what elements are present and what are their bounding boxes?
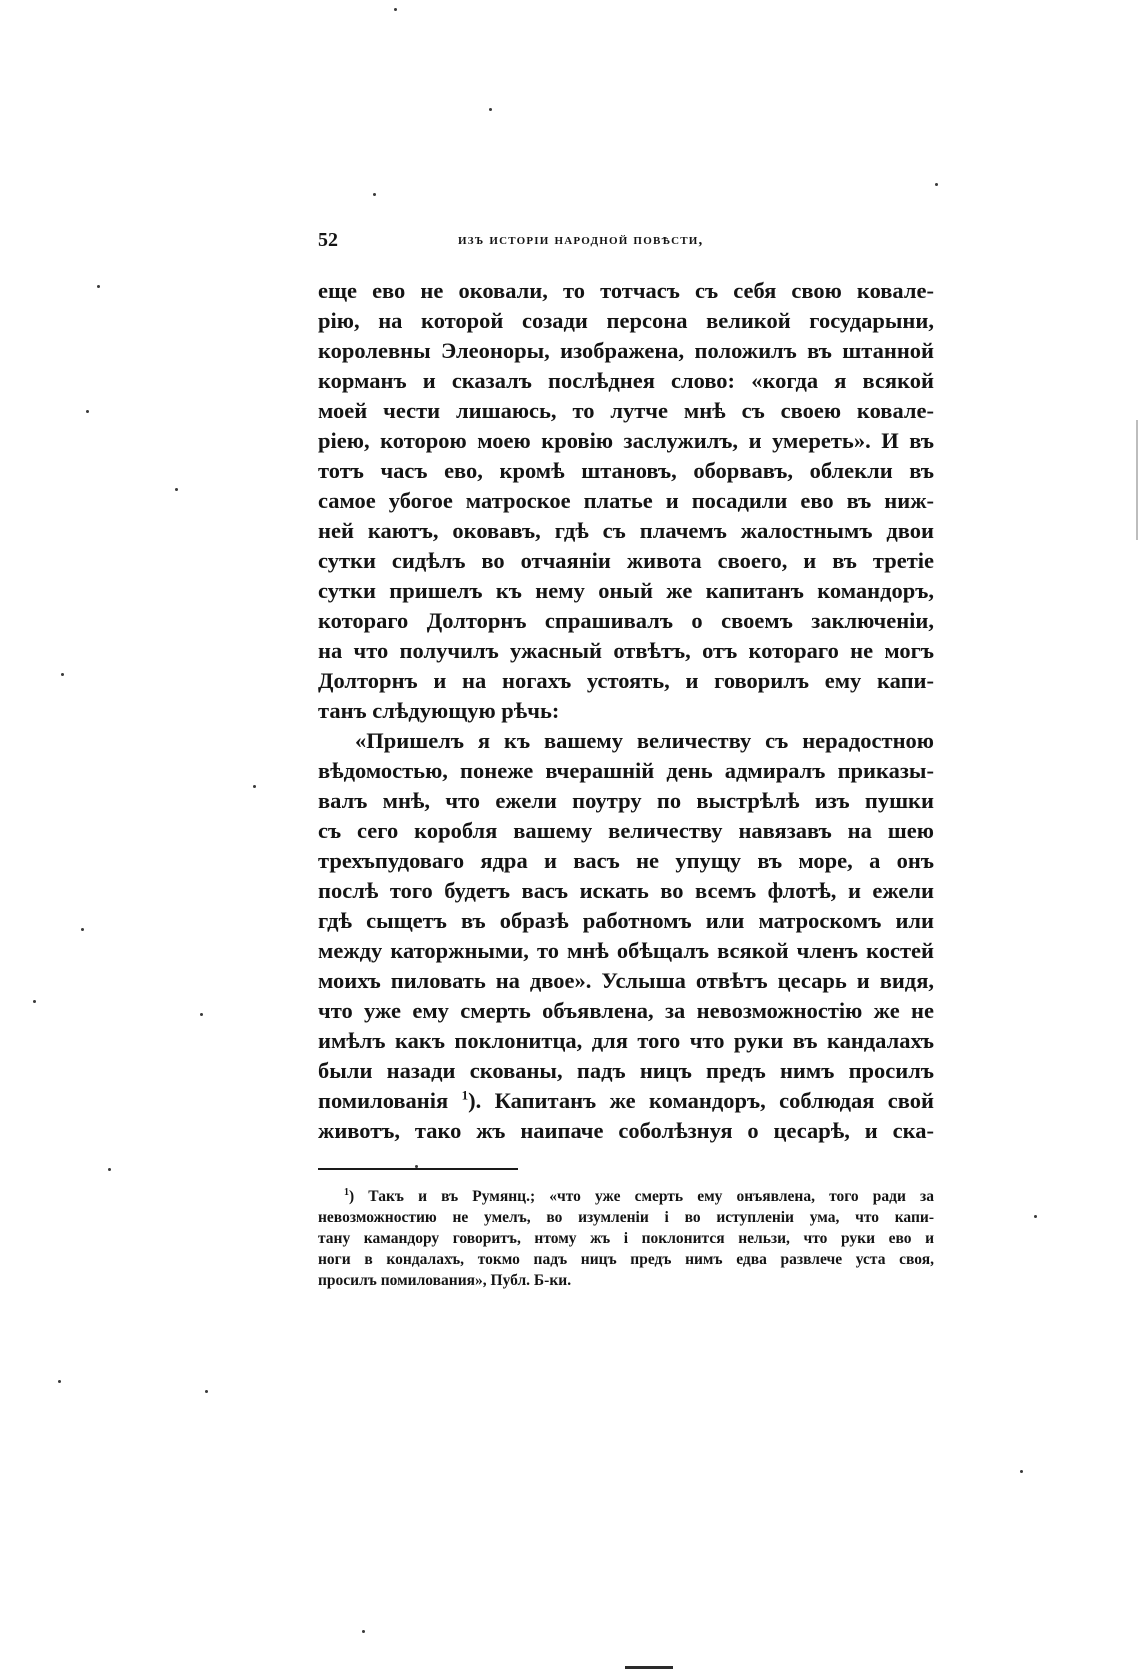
scan-speck bbox=[489, 108, 492, 111]
scan-speck bbox=[935, 183, 938, 186]
footnote-reference: 1 bbox=[461, 1087, 469, 1103]
scan-speck bbox=[415, 1165, 418, 1168]
text-line: валъ мнѣ, что ежели поутру по выстрѣлѣ изъ пушки bbox=[318, 788, 934, 813]
scan-speck bbox=[58, 1380, 61, 1383]
main-text bbox=[318, 276, 934, 1146]
scan-speck bbox=[1020, 1470, 1023, 1473]
text-line: были назади скованы, падъ ницъ предъ нимъ просилъ bbox=[318, 1058, 934, 1083]
text-line-with-footnote-ref bbox=[318, 1086, 934, 1116]
text-line: Долторнъ и на ногахъ устоять, и говорилъ ему капи- bbox=[318, 668, 934, 693]
text-line: гдѣ сыщетъ въ образѣ работномъ или матроскомъ или bbox=[318, 908, 934, 933]
scan-speck bbox=[175, 488, 178, 491]
footnote-text: ) Такъ и въ Румянц.; «что уже смерть ему онъявлена, того ради за bbox=[349, 1188, 934, 1205]
text-line: на что получилъ ужасный отвѣтъ, отъ котораго не могъ bbox=[318, 638, 934, 663]
text-line: животъ, тако жъ наипаче соболѣзнуя о цесарѣ, и ска- bbox=[318, 1118, 934, 1143]
scan-speck bbox=[61, 673, 64, 676]
scan-speck bbox=[200, 1013, 203, 1016]
scan-speck bbox=[205, 1390, 208, 1393]
text-line: моихъ пиловать на двое». Услыша отвѣтъ цесарь и видя, bbox=[318, 968, 934, 993]
text-line: съ сего коробля вашему величеству навязавъ на шею bbox=[318, 818, 934, 843]
scan-speck bbox=[81, 928, 84, 931]
text-line: моей чести лишаюсь, то лутче мнѣ съ своею ковале- bbox=[318, 398, 934, 423]
scan-speck bbox=[373, 193, 376, 196]
text-fragment: помилованія bbox=[318, 1088, 449, 1113]
text-line: танъ слѣдующую рѣчь: bbox=[318, 698, 560, 723]
text-line: трехъпудоваго ядра и васъ не упущу въ море, а онъ bbox=[318, 848, 934, 873]
scan-edge-mark bbox=[1136, 420, 1138, 540]
footnote-line: тану камандору говоритъ, нтому жъ і поклонится нельзи, что руки ево и bbox=[318, 1230, 934, 1247]
footnote-line: просилъ помилования», Публ. Б-ки. bbox=[318, 1272, 572, 1289]
scan-speck bbox=[394, 8, 397, 11]
scan-speck bbox=[33, 1000, 36, 1003]
text-line: ріею, которою моею кровію заслужилъ, и умереть». И въ bbox=[318, 428, 934, 453]
footnote-separator bbox=[318, 1168, 518, 1170]
scan-speck bbox=[1034, 1215, 1037, 1218]
text-line: сутки пришелъ къ нему оный же капитанъ командоръ, bbox=[318, 578, 934, 603]
text-line: сутки сидѣлъ во отчаяніи живота своего, и въ третіе bbox=[318, 548, 934, 573]
footnote-line bbox=[318, 1186, 934, 1207]
text-line: что уже ему смерть объявлена, за невозможностію же не bbox=[318, 998, 934, 1023]
page-number: 52 bbox=[318, 229, 338, 251]
scan-bottom-mark bbox=[625, 1666, 673, 1669]
footnote-line: ноги в кондалахъ, токмо падъ ницъ предъ нимъ едва развлече уста своя, bbox=[318, 1251, 934, 1268]
text-line: котораго Долторнъ спрашивалъ о своемъ заключеніи, bbox=[318, 608, 934, 633]
scan-speck bbox=[253, 785, 256, 788]
running-head: изъ исторіи народной повѣсти, bbox=[458, 232, 704, 248]
text-line: между каторжными, то мнѣ обѣщалъ всякой членъ костей bbox=[318, 938, 934, 963]
text-line: вѣдомостью, понеже вчерашній день адмиралъ приказы- bbox=[318, 758, 934, 783]
scan-speck bbox=[362, 1630, 365, 1633]
footnote-line: невозможностию не умелъ, во изумленіи і во иступленіи ума, что капи- bbox=[318, 1209, 934, 1226]
text-line: еще ево не оковали, то тотчасъ съ себя свою ковале- bbox=[318, 278, 934, 303]
text-line: тотъ часъ ево, кромѣ штановъ, оборвавъ, облекли въ bbox=[318, 458, 934, 483]
text-line: «Пришелъ я къ вашему величеству съ нерадостною bbox=[355, 728, 934, 753]
footnote-marker: 1 bbox=[344, 1186, 349, 1198]
text-line: рію, на которой созади персона великой государыни, bbox=[318, 308, 934, 333]
text-line: имѣлъ какъ поклонитца, для того что руки въ кандалахъ bbox=[318, 1028, 934, 1053]
scan-speck bbox=[108, 1168, 111, 1171]
text-line: корманъ и сказалъ послѣднея слово: «когда я всякой bbox=[318, 368, 934, 393]
text-line: ней каютъ, оковавъ, гдѣ съ плачемъ жалостнымъ двои bbox=[318, 518, 934, 543]
text-line: королевны Элеоноры, изображена, положилъ въ штанной bbox=[318, 338, 934, 363]
page-header bbox=[318, 229, 934, 259]
footnote bbox=[318, 1186, 934, 1291]
scan-speck bbox=[86, 410, 89, 413]
text-fragment: ). Капитанъ же командоръ, соблюдая свой bbox=[468, 1088, 934, 1113]
scan-speck bbox=[97, 285, 100, 288]
text-line: послѣ того будетъ васъ искать во всемъ флотѣ, и ежели bbox=[318, 878, 934, 903]
text-line: самое убогое матроское платье и посадили ево въ ниж- bbox=[318, 488, 934, 513]
